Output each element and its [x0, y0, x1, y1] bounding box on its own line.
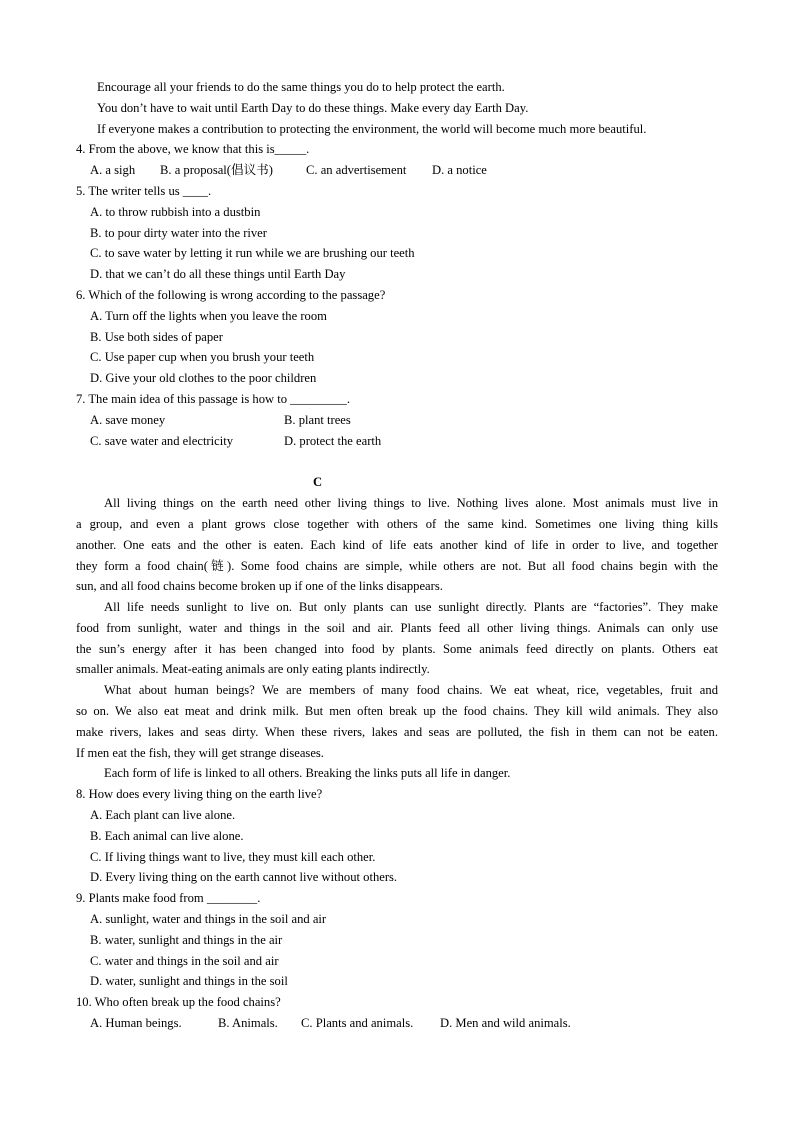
- question-10-option-b: B. Animals.: [218, 1016, 278, 1030]
- question-5-option-d: D. that we can’t do all these things until Earth Day: [90, 267, 346, 281]
- question-6-option-a: A. Turn off the lights when you leave the room: [90, 309, 327, 323]
- question-8-option-a: A. Each plant can live alone.: [90, 808, 236, 822]
- question-9-option-c: C. water and things in the soil and air: [90, 954, 279, 968]
- passage-p1-line-2: a group, and even a plant grows close together with others of the same kind. Sometimes one living thing kills: [76, 517, 718, 531]
- passage-p2-line-2: food from sunlight, water and things in the soil and air. Plants feed all other living things. Animals can only use: [76, 621, 718, 635]
- question-6-stem: 6. Which of the following is wrong according to the passage?: [76, 288, 386, 302]
- question-5-stem: 5. The writer tells us ____.: [76, 184, 212, 198]
- passage-p2-line-1: All life needs sunlight to live on. But only plants can use sunlight directly. Plants are “factories”. They make: [104, 600, 718, 614]
- question-10-stem: 10. Who often break up the food chains?: [76, 995, 281, 1009]
- question-7-stem: 7. The main idea of this passage is how to _________.: [76, 392, 350, 406]
- question-5-option-a: A. to throw rubbish into a dustbin: [90, 205, 261, 219]
- question-10-option-c: C. Plants and animals.: [301, 1016, 414, 1030]
- passage-p4: Each form of life is linked to all others. Breaking the links puts all life in danger.: [104, 766, 511, 780]
- passage-p3-line-3: make rivers, lakes and seas dirty. When these rivers, lakes and seas are polluted, the fish in them can not be eaten.: [76, 725, 718, 739]
- question-8-option-b: B. Each animal can live alone.: [90, 829, 244, 843]
- section-c-heading: C: [313, 475, 323, 489]
- question-4-option-c: C. an advertisement: [306, 163, 407, 177]
- passage-p3-line-1: What about human beings? We are members of many food chains. We eat wheat, rice, vegetables, fruit and: [104, 683, 718, 697]
- question-5-option-c: C. to save water by letting it run while we are brushing our teeth: [90, 246, 415, 260]
- passage-p3-line-4: If men eat the fish, they will get strange diseases.: [76, 746, 324, 760]
- question-9-option-d: D. water, sunlight and things in the soil: [90, 974, 288, 988]
- intro-line-3: If everyone makes a contribution to protecting the environment, the world will become much more beautiful.: [97, 122, 647, 136]
- intro-line-1: Encourage all your friends to do the same things you do to help protect the earth.: [97, 80, 505, 94]
- question-9-stem: 9. Plants make food from ________.: [76, 891, 261, 905]
- question-9-option-a: A. sunlight, water and things in the soil and air: [90, 912, 327, 926]
- question-8-stem: 8. How does every living thing on the earth live?: [76, 787, 323, 801]
- passage-p3-line-2: so on. We also eat meat and drink milk. But men often break up the food chains. They kill wild animals. They also: [76, 704, 718, 718]
- question-6-option-b: B. Use both sides of paper: [90, 330, 223, 344]
- passage-p1-line-3: another. One eats and the other is eaten. Each kind of life eats another kind of life in order to live, and together: [76, 538, 718, 552]
- passage-p1-line-4: they form a food chain(链). Some food chains are simple, while others are not. But all food chains begin with the: [76, 559, 718, 573]
- question-10-option-a: A. Human beings.: [90, 1016, 182, 1030]
- passage-p1-line-1: All living things on the earth need other living things to live. Nothing lives alone. Most animals must live in: [104, 496, 718, 510]
- passage-p2-line-4: smaller animals. Meat-eating animals are only eating plants indirectly.: [76, 662, 430, 676]
- question-7-option-b: B. plant trees: [284, 413, 351, 427]
- passage-p2-line-3: the sun’s energy after it has been changed into food by plants. Some animals feed directly on plants. Others eat: [76, 642, 718, 656]
- question-6-option-d: D. Give your old clothes to the poor children: [90, 371, 317, 385]
- question-4-option-a: A. a sigh: [90, 163, 136, 177]
- question-5-option-b: B. to pour dirty water into the river: [90, 226, 267, 240]
- question-4-stem: 4. From the above, we know that this is_____.: [76, 142, 310, 156]
- question-9-option-b: B. water, sunlight and things in the air: [90, 933, 283, 947]
- question-8-option-d: D. Every living thing on the earth cannot live without others.: [90, 870, 398, 884]
- question-7-option-d: D. protect the earth: [284, 434, 382, 448]
- question-6-option-c: C. Use paper cup when you brush your teeth: [90, 350, 315, 364]
- passage-p1-line-5: sun, and all food chains become broken up if one of the links disappears.: [76, 579, 443, 593]
- intro-line-2: You don’t have to wait until Earth Day to do these things. Make every day Earth Day.: [97, 101, 529, 115]
- question-7-option-a: A. save money: [90, 413, 166, 427]
- question-4-option-b: B. a proposal(倡议书): [160, 163, 273, 177]
- question-10-option-d: D. Men and wild animals.: [440, 1016, 571, 1030]
- question-4-option-d: D. a notice: [432, 163, 487, 177]
- question-7-option-c: C. save water and electricity: [90, 434, 234, 448]
- question-8-option-c: C. If living things want to live, they must kill each other.: [90, 850, 376, 864]
